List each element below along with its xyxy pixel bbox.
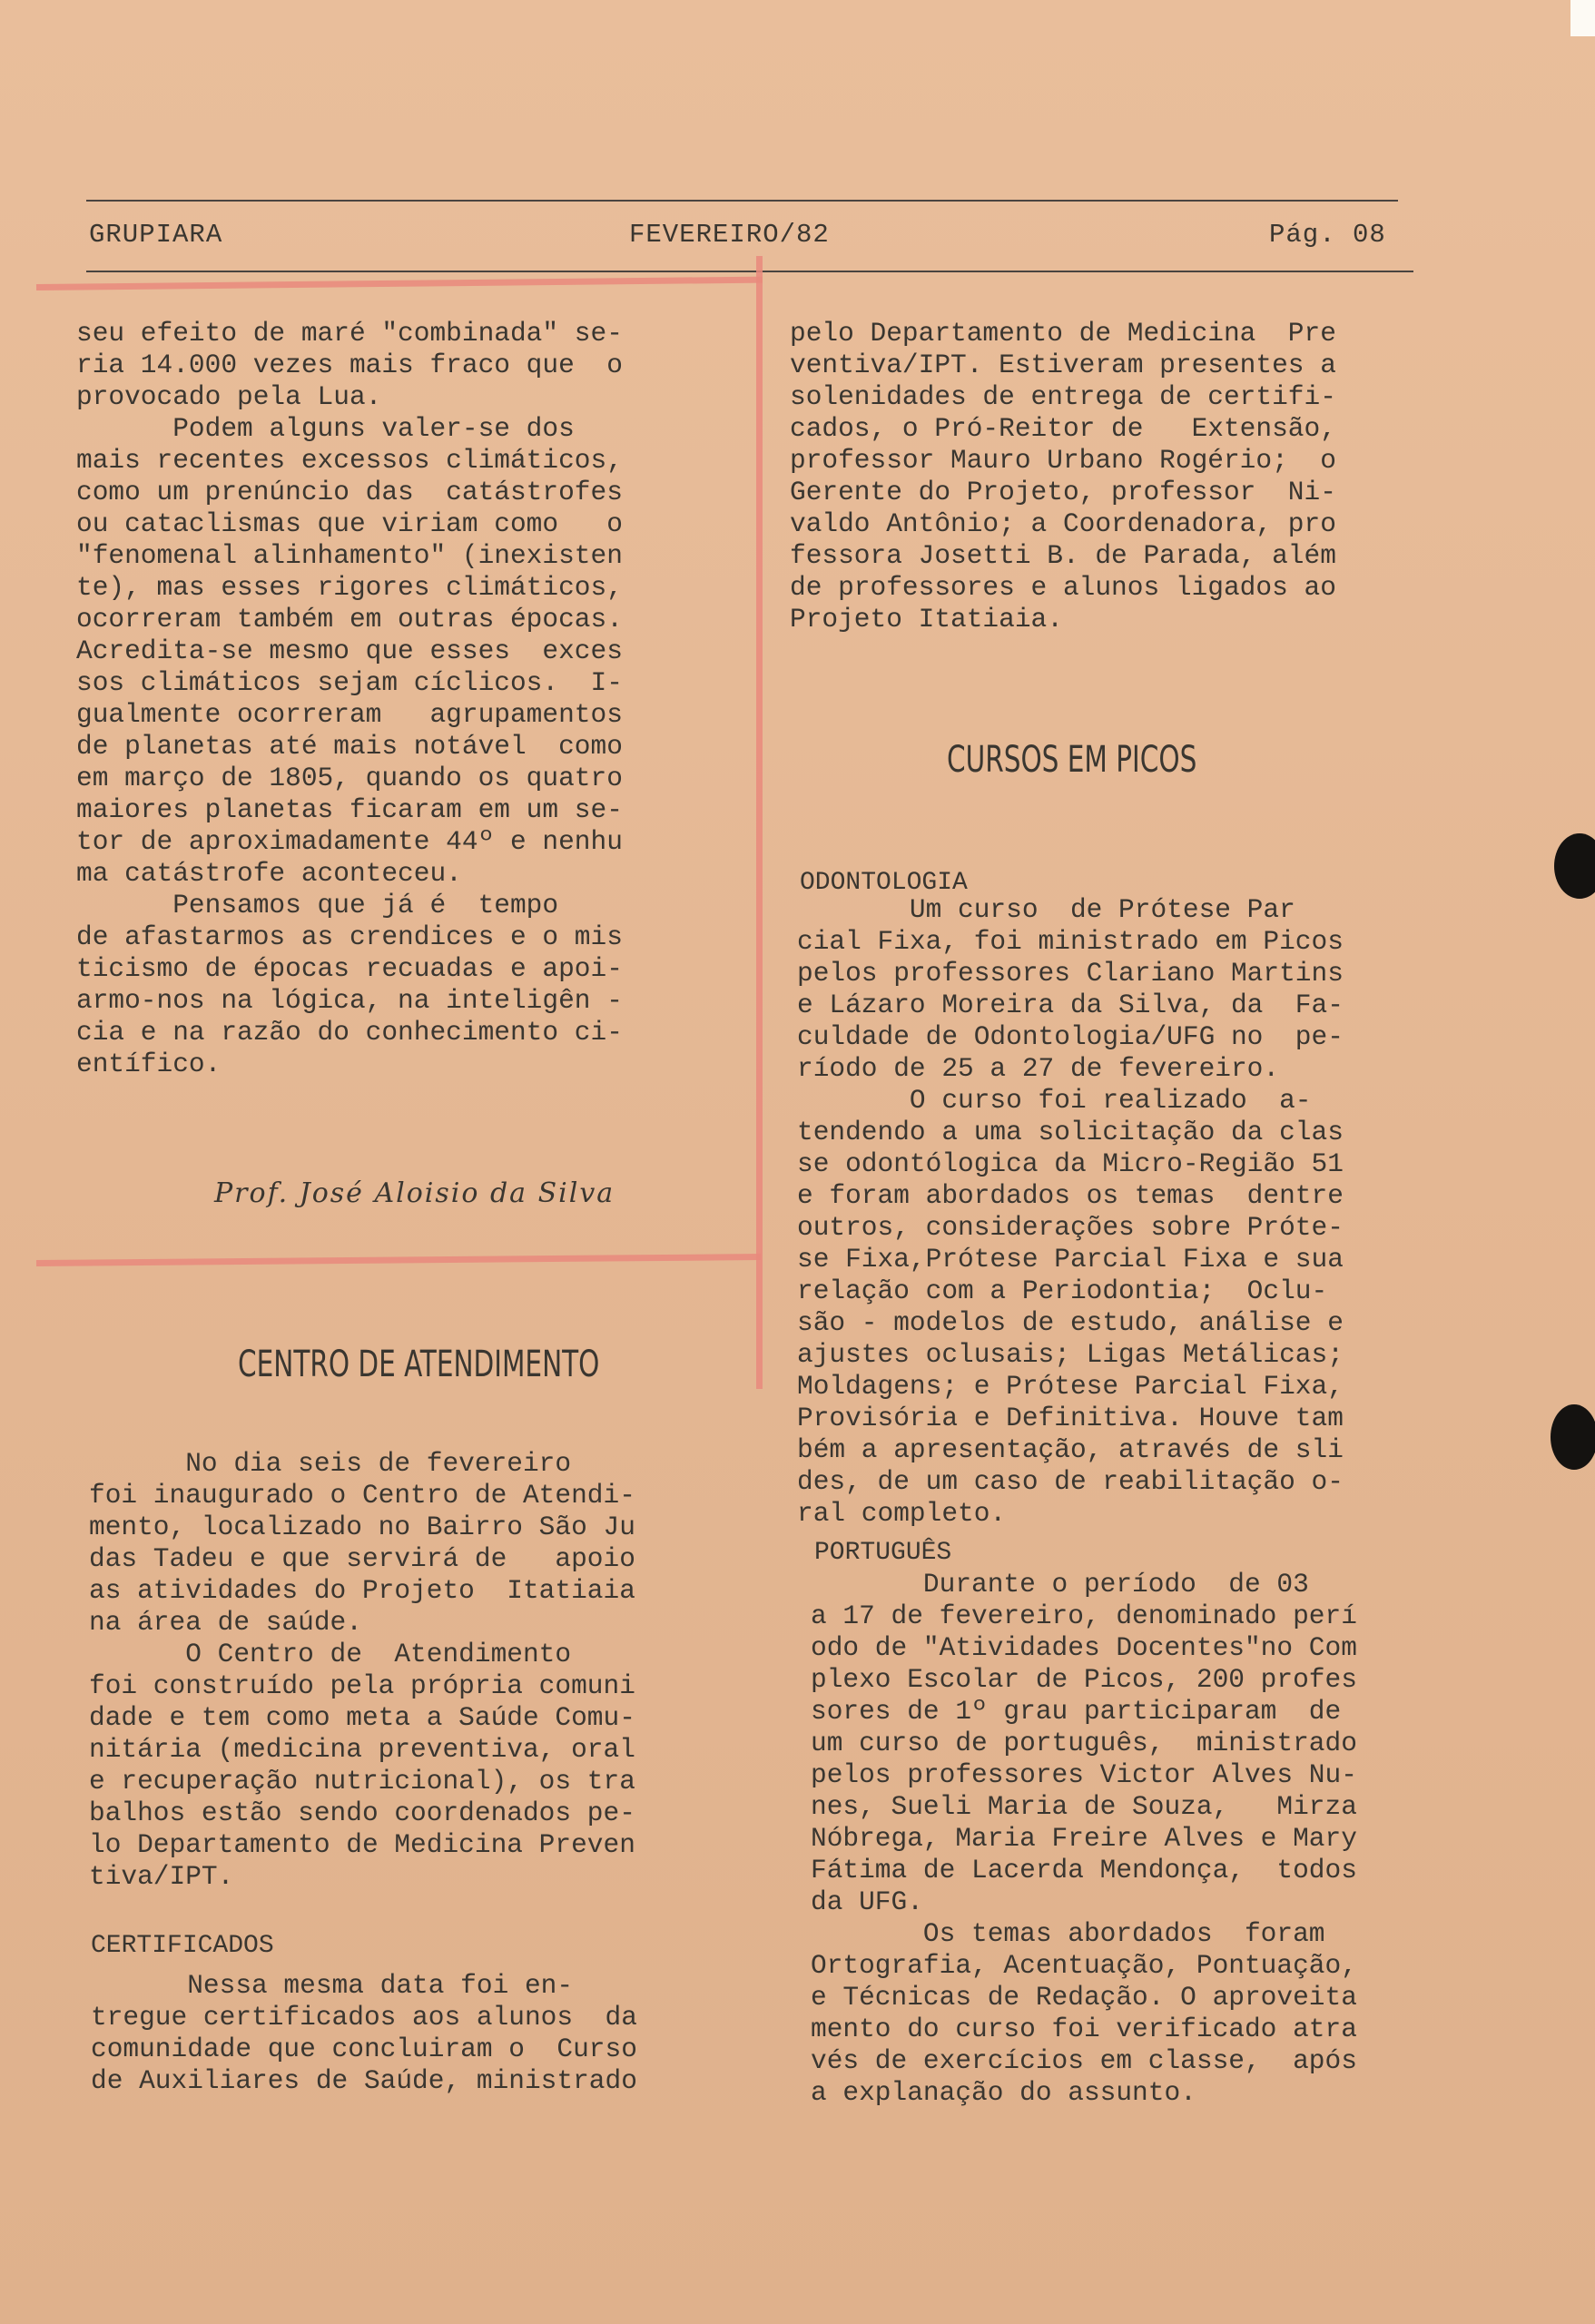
certificados-article-text: Nessa mesma data foi en- tregue certificados aos alunos da comunidade que concluiram o Curso de Auxiliares de Saúde, ministrado	[91, 1970, 637, 2096]
header-bottom-rule	[86, 271, 1413, 272]
odontologia-subhead: ODONTOLOGIA	[800, 869, 968, 897]
portugues-article-text: Durante o período de 03 a 17 de fevereiro, denominado perí odo de "Atividades Docentes"no Com plexo Escolar de Picos, 200 profes sores de 1º grau participaram de um curso de português, ministrado pelos professores Victor Alves Nu- nes, Sueli Maria de Souza, Mirza Nóbrega, Maria Freire Alves e Mary Fátima de Lacerda Mendonça, todos da UFG. Os temas abordados foram Ortografia, Acentuação, Pontuação, e Técnicas de Redação. O aproveita mento do curso foi verificado atra vés de exercícios em classe, após a explanação do assunto.	[811, 1569, 1357, 2108]
cursos-heading: CURSOS EM PICOS	[947, 739, 1197, 781]
certificados-subhead: CERTIFICADOS	[91, 1932, 274, 1960]
header-top-rule	[86, 200, 1398, 202]
centro-heading: CENTRO DE ATENDIMENTO	[238, 1344, 600, 1385]
binder-hole-upper	[1554, 833, 1595, 899]
portugues-subhead: PORTUGUÊS	[814, 1539, 952, 1567]
red-marker-column-divider	[756, 256, 763, 1389]
right-article-continuation: pelo Departamento de Medicina Pre ventiva/IPT. Estiveram presentes a solenidades de entrega de certifi- cados, o Pró-Reitor de Extensão, professor Mauro Urbano Rogério; o Gerente do Projeto, professor Ni- valdo Antônio; a Coordenadora, pro fessora Josetti B. de Parada, além de professores e alunos ligados ao Projeto Itatiaia.	[790, 318, 1336, 635]
page-number: Pág. 08	[1269, 220, 1386, 250]
binder-hole-lower	[1551, 1404, 1595, 1470]
red-marker-middle-line	[36, 1254, 761, 1266]
odontologia-article-text: Um curso de Prótese Par cial Fixa, foi ministrado em Picos pelos professores Clariano Martins e Lázaro Moreira da Silva, da Fa- culdade de Odontologia/UFG no pe- ríodo de 25 a 27 de fevereiro. O curso foi realizado a- tendendo a uma solicitação da clas se odontólogica da Micro-Região 51 e foram abordados os temas dentre outros, considerações sobre Próte- se Fixa,Prótese Parcial Fixa e sua relação com a Periodontia; Oclu- são - modelos de estudo, análise e ajustes oclusais; Ligas Metálicas; Moldagens; e Prótese Parcial Fixa, Provisória e Definitiva. Houve tam bém a apresentação, através de sli des, de um caso de reabilitação o- ral completo.	[797, 894, 1344, 1529]
author-signature: Prof. José Aloisio da Silva	[214, 1177, 615, 1209]
publication-name: GRUPIARA	[89, 220, 223, 250]
left-article-continuation: seu efeito de maré "combinada" se- ria 14.000 vezes mais fraco que o provocado pela Lua. Podem alguns valer-se dos mais recentes excessos climáticos, como um prenúncio das catástrofes ou cataclismas que viriam como o "fenomenal alinhamento" (inexisten te), mas esses rigores climáticos, ocorreram também em outras épocas. Acredita-se mesmo que esses exces sos climáticos sejam cíclicos. I- gualmente ocorreram agrupamentos de planetas até mais notável como em março de 1805, quando os quatro maiores planetas ficaram em um se- tor de aproximadamente 44º e nenhu ma catástrofe aconteceu. Pensamos que já é tempo de afastarmos as crendices e o mis ticismo de épocas recuadas e apoi- armo-nos na lógica, na inteligên - cia e na razão do conhecimento ci- entífico.	[76, 318, 623, 1079]
red-marker-top-line	[36, 277, 763, 290]
torn-edge-top-right	[1570, 0, 1595, 36]
centro-article-text: No dia seis de fevereiro foi inaugurado o Centro de Atendi- mento, localizado no Bairro São Ju das Tadeu e que servirá de apoio as atividades do Projeto Itatiaia na área de saúde. O Centro de Atendimento foi construído pela própria comuni dade e tem como meta a Saúde Comu- nitária (medicina preventiva, oral e recuperação nutricional), os tra balhos estão sendo coordenados pe- lo Departamento de Medicina Preven tiva/IPT.	[89, 1448, 635, 1892]
issue-date: FEVEREIRO/82	[629, 220, 830, 250]
